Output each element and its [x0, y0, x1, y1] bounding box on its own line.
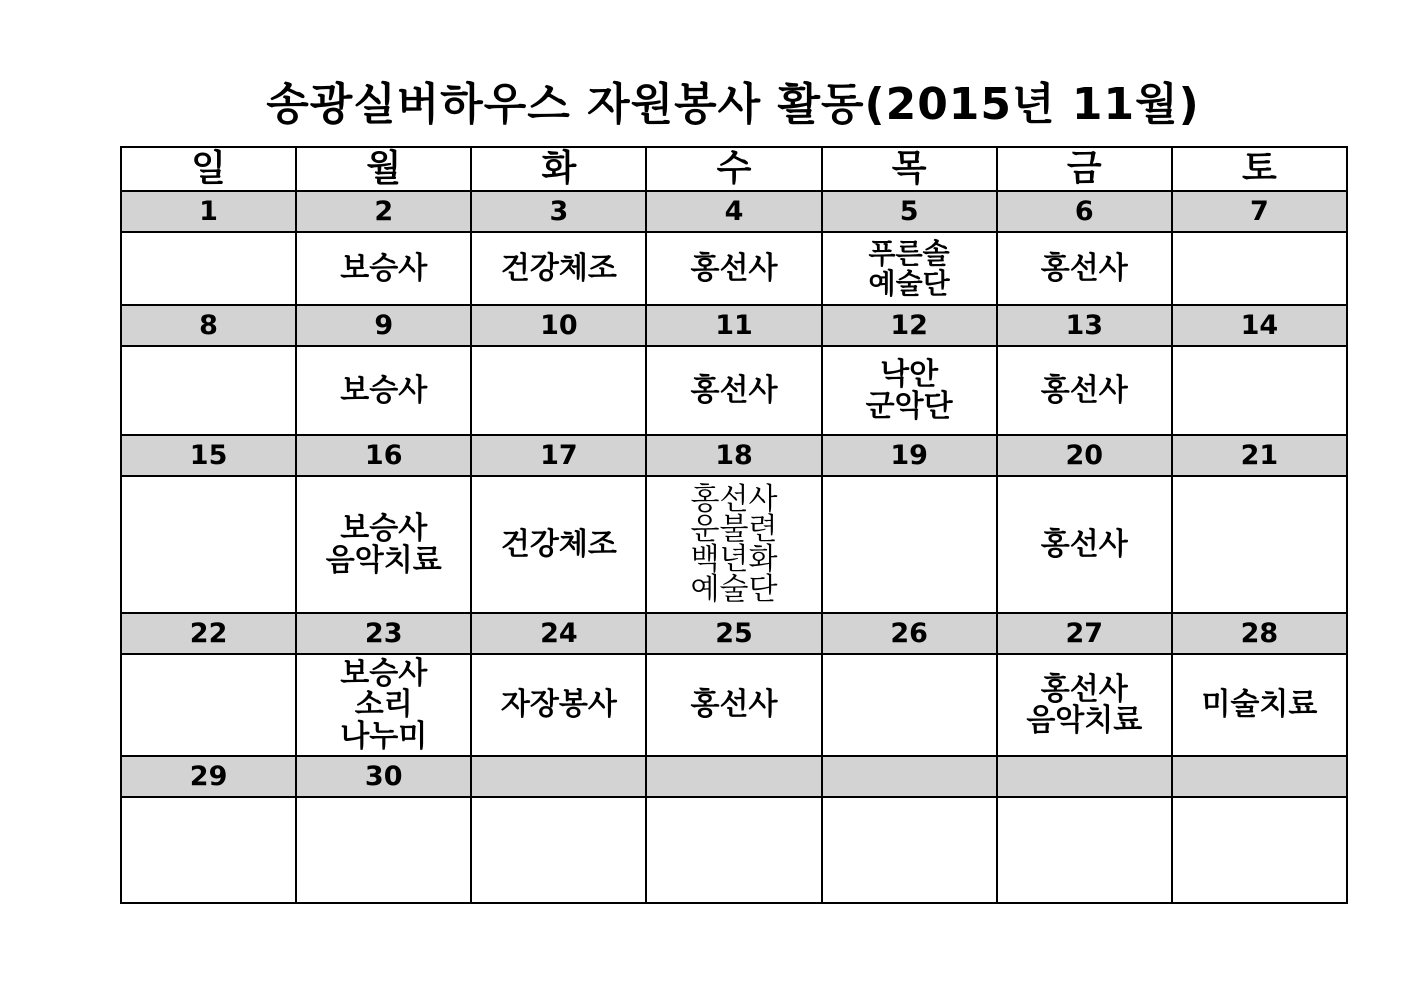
- date-cell: 20: [997, 435, 1172, 476]
- date-cell: 16: [296, 435, 471, 476]
- date-cell: 10: [471, 305, 646, 346]
- date-cell: 21: [1172, 435, 1347, 476]
- date-cell: 7: [1172, 191, 1347, 232]
- activity-label: 군악단: [865, 388, 953, 424]
- activity-label: 건강체조: [500, 250, 617, 286]
- date-cell: 13: [997, 305, 1172, 346]
- activity-cell: [296, 476, 471, 613]
- activity-cell: [471, 232, 646, 305]
- activity-label: 홍선사: [690, 250, 778, 286]
- activity-label: 보승사: [340, 372, 428, 408]
- calendar-table: [120, 146, 1348, 904]
- activity-label: 소리: [354, 687, 413, 723]
- weekday-header-row: [121, 147, 1347, 191]
- activity-cell: [1172, 476, 1347, 613]
- activity-cell: [822, 654, 997, 756]
- date-cell: 23: [296, 613, 471, 654]
- activity-label: 홍선사: [1040, 671, 1128, 707]
- activity-cell: [646, 476, 821, 613]
- activity-row: [121, 797, 1347, 903]
- activity-cell: [296, 232, 471, 305]
- activity-row: [121, 346, 1347, 435]
- date-cell: 24: [471, 613, 646, 654]
- activity-cell: [997, 476, 1172, 613]
- date-cell: 11: [646, 305, 821, 346]
- activity-label: 홍선사: [1040, 372, 1128, 408]
- weekday-header: 수: [646, 147, 821, 191]
- date-cell: 19: [822, 435, 997, 476]
- date-cell: 5: [822, 191, 997, 232]
- activity-cell: [997, 232, 1172, 305]
- activity-label: 푸른솔: [868, 237, 950, 271]
- activity-label: 운불련: [690, 511, 778, 547]
- date-cell: 29: [121, 756, 296, 797]
- activity-cell: [997, 346, 1172, 435]
- activity-label: 홍선사: [1040, 250, 1128, 286]
- date-cell: 15: [121, 435, 296, 476]
- activity-cell: [296, 654, 471, 756]
- weekday-header: 월: [296, 147, 471, 191]
- activity-label: 홍선사: [1040, 526, 1128, 562]
- weekday-header: 토: [1172, 147, 1347, 191]
- activity-cell: [822, 797, 997, 903]
- activity-label: 예술단: [690, 571, 778, 607]
- activity-cell: [822, 346, 997, 435]
- activity-label: 낙안: [880, 357, 939, 392]
- activity-label: 건강체조: [500, 526, 617, 562]
- date-cell: 3: [471, 191, 646, 232]
- activity-cell: [1172, 346, 1347, 435]
- weekday-header: 화: [471, 147, 646, 191]
- activity-cell: [646, 654, 821, 756]
- date-cell: 1: [121, 191, 296, 232]
- page-title: 송광실버하우스 자원봉사 활동(2015년 11월): [266, 79, 1200, 130]
- date-cell: [646, 756, 821, 797]
- date-row: [121, 435, 1347, 476]
- date-cell: 18: [646, 435, 821, 476]
- activity-cell: [121, 654, 296, 756]
- activity-label: 자장봉사: [500, 687, 617, 723]
- date-row: [121, 305, 1347, 346]
- activity-cell: [471, 654, 646, 756]
- activity-cell: [471, 346, 646, 435]
- activity-cell: [471, 797, 646, 903]
- activity-label: 보승사: [340, 250, 428, 286]
- activity-label: 보승사: [340, 511, 428, 546]
- activity-label: 음악치료: [325, 542, 442, 578]
- activity-label: 보승사: [340, 655, 428, 691]
- activity-label: 홍선사: [690, 687, 778, 723]
- activity-cell: [646, 232, 821, 305]
- date-cell: 14: [1172, 305, 1347, 346]
- weekday-header: 금: [997, 147, 1172, 191]
- activity-cell: [296, 797, 471, 903]
- date-cell: 30: [296, 756, 471, 797]
- date-cell: 25: [646, 613, 821, 654]
- activity-label: 백년화: [690, 541, 778, 577]
- date-cell: [471, 756, 646, 797]
- date-cell: [1172, 756, 1347, 797]
- activity-row: [121, 476, 1347, 613]
- activity-label: 홍선사: [690, 481, 778, 517]
- activity-cell: [121, 346, 296, 435]
- date-cell: 8: [121, 305, 296, 346]
- activity-cell: [1172, 654, 1347, 756]
- activity-row: [121, 232, 1347, 305]
- date-cell: 4: [646, 191, 821, 232]
- activity-label: 예술단: [868, 266, 950, 300]
- weekday-header: 목: [822, 147, 997, 191]
- activity-label: 미술치료: [1201, 687, 1318, 723]
- activity-cell: [1172, 797, 1347, 903]
- weekday-header: 일: [121, 147, 296, 191]
- activity-cell: [471, 476, 646, 613]
- date-cell: 22: [121, 613, 296, 654]
- activity-cell: [121, 476, 296, 613]
- date-cell: 26: [822, 613, 997, 654]
- activity-cell: [121, 232, 296, 305]
- date-row: [121, 191, 1347, 232]
- date-cell: [997, 756, 1172, 797]
- activity-row: [121, 654, 1347, 756]
- date-cell: 2: [296, 191, 471, 232]
- activity-label: 음악치료: [1026, 703, 1143, 738]
- activity-cell: [646, 346, 821, 435]
- date-cell: 28: [1172, 613, 1347, 654]
- date-cell: 17: [471, 435, 646, 476]
- activity-cell: [997, 654, 1172, 756]
- activity-cell: [296, 346, 471, 435]
- date-cell: 6: [997, 191, 1172, 232]
- date-cell: [822, 756, 997, 797]
- activity-label: 나누미: [340, 718, 428, 754]
- activity-cell: [822, 232, 997, 305]
- activity-cell: [646, 797, 821, 903]
- activity-cell: [121, 797, 296, 903]
- activity-cell: [822, 476, 997, 613]
- date-cell: 9: [296, 305, 471, 346]
- date-row: [121, 756, 1347, 797]
- date-cell: 27: [997, 613, 1172, 654]
- activity-cell: [1172, 232, 1347, 305]
- activity-label: 홍선사: [690, 372, 778, 408]
- activity-cell: [997, 797, 1172, 903]
- date-row: [121, 613, 1347, 654]
- date-cell: 12: [822, 305, 997, 346]
